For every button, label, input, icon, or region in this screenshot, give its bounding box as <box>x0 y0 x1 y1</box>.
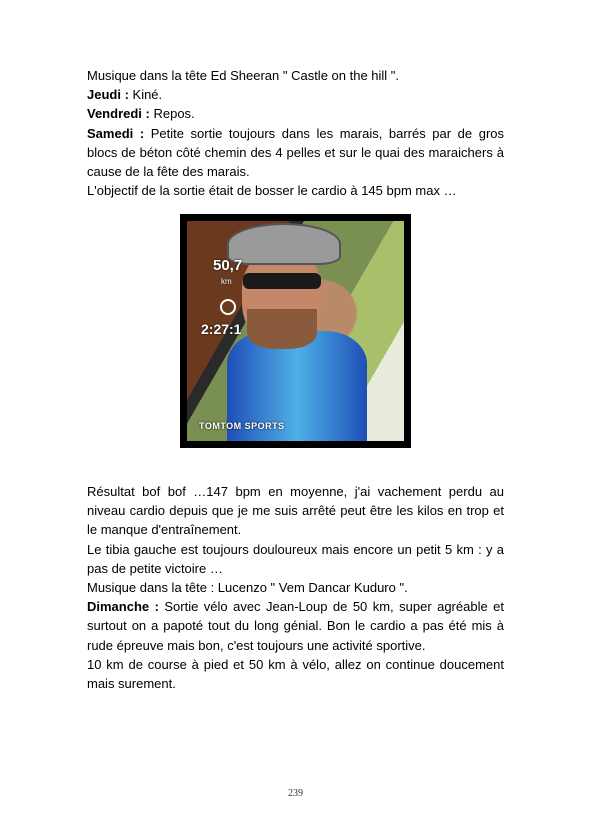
paragraph-samedi <box>87 124 504 182</box>
text-block-bottom <box>87 482 504 693</box>
paragraph-jeudi <box>87 85 504 104</box>
paragraph-resultat <box>87 482 504 540</box>
day-label-jeudi: Jeudi : <box>87 87 129 103</box>
paragraph-music-ed-sheeran <box>87 66 504 85</box>
distance-unit: km <box>221 277 232 286</box>
paragraph-bilan <box>87 655 504 693</box>
page-number: 239 <box>288 788 303 799</box>
stopwatch-icon <box>220 299 236 315</box>
paragraph-tibia <box>87 540 504 578</box>
paragraph-text: 10 km de course à pied et 50 km à vélo, allez on continue doucement mais surement. <box>87 656 504 692</box>
paragraph-dimanche <box>87 597 504 655</box>
day-label-vendredi: Vendredi : <box>87 106 150 122</box>
paragraph-text: Kiné. <box>128 87 163 103</box>
time-readout: 2:27:1 <box>201 321 242 337</box>
text-block-top <box>87 66 504 200</box>
sunglasses <box>243 273 321 289</box>
paragraph-text: Musique dans la tête Ed Sheeran " Castle on the hill ". <box>87 68 400 83</box>
distance-readout: 50,7 <box>213 257 243 274</box>
paragraph-vendredi <box>87 104 504 123</box>
paragraph-text: Le tibia gauche est toujours douloureux mais encore un petit 5 km : y a pas de petite victoire … <box>87 541 504 576</box>
paragraph-music-lucenzo <box>87 578 504 597</box>
paragraph-text: Repos. <box>149 106 195 122</box>
day-label-dimanche: Dimanche : <box>87 599 159 615</box>
paragraph-text: Petite sortie toujours dans les marais, barrés par de gros blocs de béton côté chemin des 4 pelles et sur le quai des maraichers à cause de la fête des marais. <box>87 125 504 180</box>
helmet <box>227 223 341 265</box>
day-label-samedi: Samedi : <box>87 125 145 141</box>
paragraph-text: Résultat bof bof …147 bpm en moyenne, j'ai vachement perdu au niveau cardio depuis que je me suis arrêté peut être les kilos en trop et le manque d'entraînement. <box>87 484 504 538</box>
beard <box>247 309 317 349</box>
paragraph-objectif <box>87 181 504 200</box>
photo-content <box>187 221 404 441</box>
brand-watermark: TOMTOM SPORTS <box>199 421 285 431</box>
paragraph-text: Musique dans la tête : Lucenzo " Vem Dancar Kuduro ". <box>87 580 408 596</box>
paragraph-text: Sortie vélo avec Jean-Loup de 50 km, super agréable et surtout on a papoté tout du long génial. Bon le cardio a pas été mis à rude épreuve mais bon, c'est toujours une activité sportive. <box>87 599 504 653</box>
selfie-photo <box>180 214 411 448</box>
paragraph-text: L'objectif de la sortie était de bosser le cardio à 145 bpm max … <box>87 183 457 199</box>
